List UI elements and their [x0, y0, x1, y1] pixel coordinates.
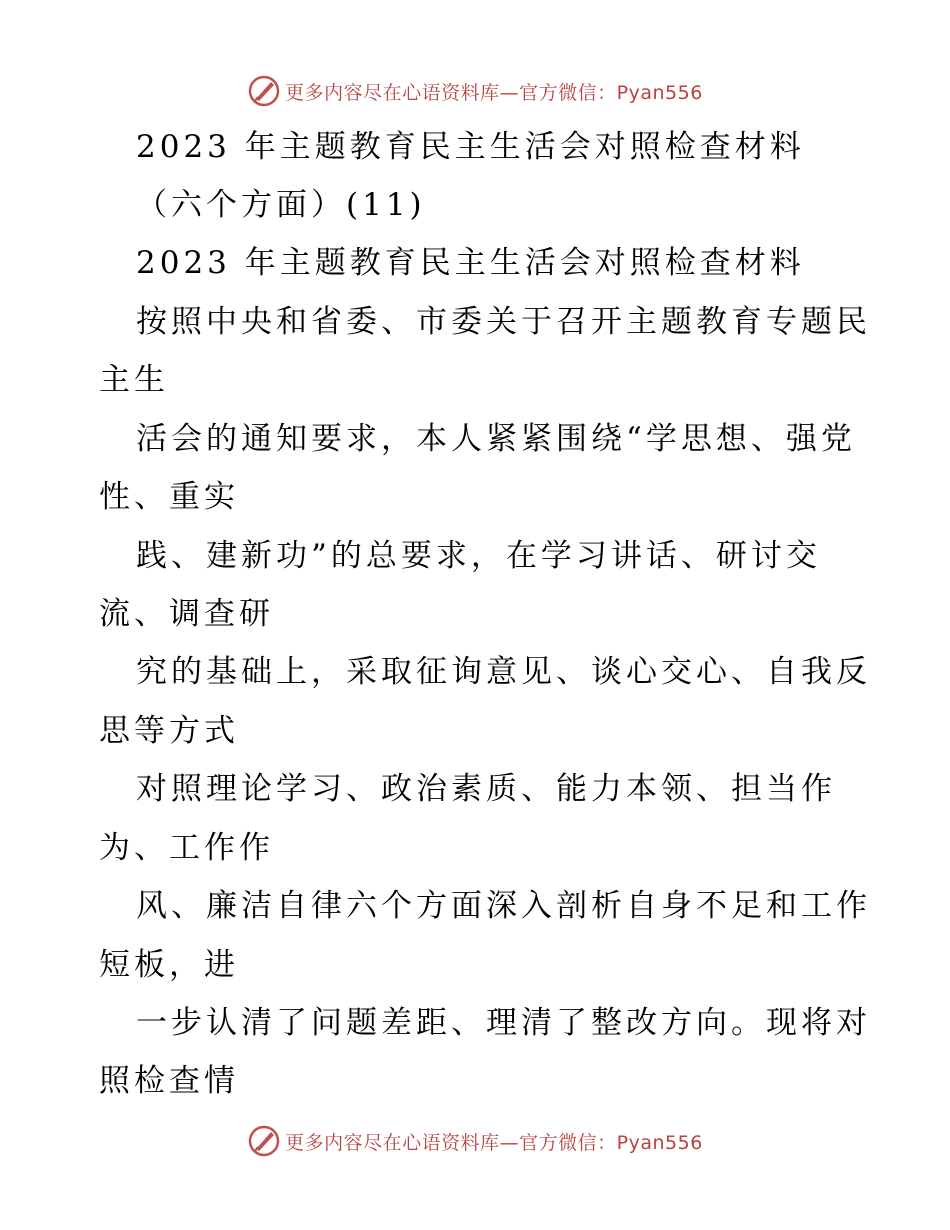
header-watermark	[0, 71, 950, 111]
body-line: 究的基础上，采取征询意见、谈心交心、自我反	[136, 654, 871, 690]
body-line: 践、建新功”的总要求，在学习讲话、研讨交	[136, 538, 821, 574]
body-line: 活会的通知要求，本人紧紧围绕“学思想、强党	[136, 421, 856, 457]
body-line: 风、廉洁自律六个方面深入剖析自身不足和工作	[136, 888, 871, 924]
body-line: 思等方式	[99, 713, 239, 749]
quill-pen-circle-icon	[247, 74, 281, 108]
document-title-line-1: 2023 年主题教育民主生活会对照检查材料	[136, 129, 805, 165]
body-line: 性、重实	[99, 479, 239, 515]
body-line: 照检查情	[99, 1063, 239, 1099]
body-line: 短板，进	[99, 947, 239, 983]
watermark-text: 更多内容尽在心语资料库—官方微信：Pyan556	[285, 1131, 703, 1154]
watermark-text: 更多内容尽在心语资料库—官方微信：Pyan556	[285, 81, 703, 104]
body-line: 对照理论学习、政治素质、能力本领、担当作	[136, 771, 836, 807]
body-line: 为、工作作	[99, 830, 274, 866]
quill-pen-circle-icon	[247, 1124, 281, 1158]
body-line: 主生	[99, 362, 169, 398]
body-line: 按照中央和省委、市委关于召开主题教育专题民	[136, 304, 871, 340]
footer-watermark	[0, 1121, 950, 1161]
body-line: 流、调查研	[99, 596, 274, 632]
document-title-line-2: （六个方面）(11)	[136, 187, 426, 223]
body-line: 一步认清了问题差距、理清了整改方向。现将对	[136, 1005, 871, 1041]
document-heading: 2023 年主题教育民主生活会对照检查材料	[136, 245, 805, 281]
